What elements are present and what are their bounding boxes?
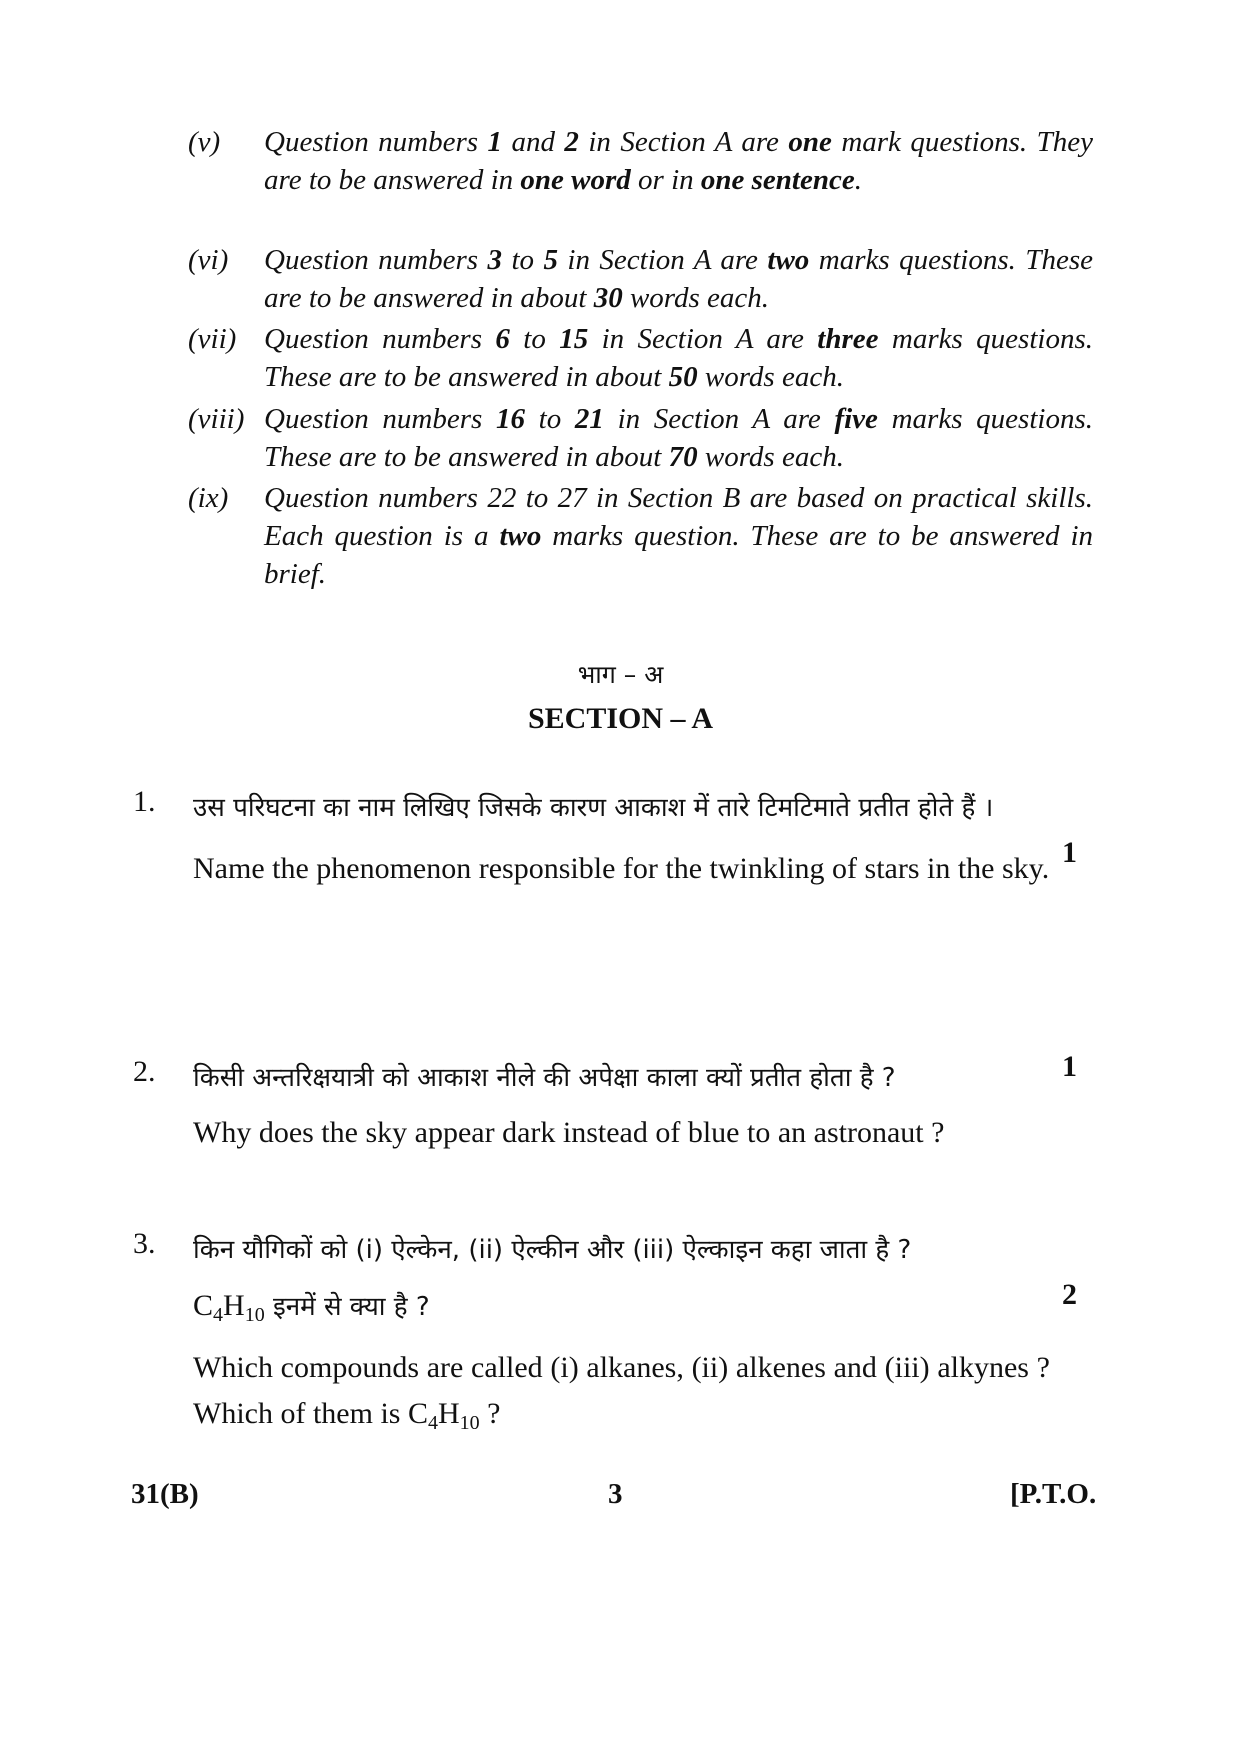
question-text-english: Name the phenomenon responsible for the twinkling of stars in the sky. bbox=[193, 852, 1050, 885]
pto-marker: [P.T.O. bbox=[1010, 1478, 1097, 1510]
question-text-english: Why does the sky appear dark instead of blue to an astronaut ? bbox=[193, 1116, 945, 1149]
instruction-number: (ix) bbox=[188, 482, 229, 514]
instruction-item bbox=[188, 320, 1093, 396]
question-number: 3. bbox=[133, 1227, 156, 1260]
instruction-text: Question numbers 6 to 15 in Section A are three marks questions. These are to be answered in about 50 words each. bbox=[264, 323, 1093, 393]
question-number: 1. bbox=[133, 785, 156, 818]
instruction-text: Question numbers 16 to 21 in Section A are five marks questions. These are to be answered in about 70 words each. bbox=[264, 403, 1093, 473]
instruction-number: (vi) bbox=[188, 244, 229, 276]
instruction-item bbox=[188, 241, 1093, 317]
question-text-hindi: उस परिघटना का नाम लिखिए जिसके कारण आकाश में तारे टिमटिमाते प्रतीत होते हैं । bbox=[193, 793, 994, 823]
question-3 bbox=[133, 1222, 1093, 1437]
instruction-item bbox=[188, 123, 1093, 199]
instruction-text: Question numbers 22 to 27 in Section B are based on practical skills. Each question is a two marks question. These are to be answered in brief. bbox=[264, 482, 1094, 590]
question-marks: 2 bbox=[1062, 1278, 1077, 1311]
chemical-formula: $C_4H_{10}$ bbox=[193, 1289, 265, 1326]
section-heading: SECTION – A bbox=[527, 702, 714, 735]
question-text-english: Which compounds are called (i) alkanes, (ii) alkenes and (iii) alkynes ? Which of them is $C_4H_{10}$ ? bbox=[193, 1351, 1050, 1434]
page-number: 3 bbox=[608, 1478, 623, 1510]
instruction-text: Question numbers 1 and 2 in Section A are one mark questions. They are to be answered in one word or in one sentence. bbox=[264, 126, 1093, 196]
instruction-item bbox=[188, 479, 1093, 593]
section-heading-hindi: भाग – अ bbox=[577, 660, 664, 689]
question-1 bbox=[133, 780, 1093, 892]
question-text-hindi: किसी अन्तरिक्षयात्री को आकाश नीले की अपेक्षा काला क्यों प्रतीत होता है ? bbox=[193, 1063, 896, 1093]
question-text-hindi-line1: किन यौगिकों को (i) ऐल्केन, (ii) ऐल्कीन और (iii) ऐल्काइन कहा जाता है ? bbox=[193, 1235, 912, 1265]
question-number: 2. bbox=[133, 1055, 156, 1088]
paper-code: 31(B) bbox=[131, 1478, 199, 1510]
question-marks: 1 bbox=[1062, 1050, 1077, 1083]
chemical-formula: $C_4H_{10}$ bbox=[407, 1397, 480, 1434]
instruction-number: (viii) bbox=[188, 403, 245, 435]
question-text-hindi bbox=[193, 1222, 1050, 1335]
question-2 bbox=[133, 1050, 1093, 1156]
instruction-number: (v) bbox=[188, 126, 221, 158]
question-text-hindi-line2: इनमें से क्या है ? bbox=[264, 1292, 430, 1322]
instruction-text: Question numbers 3 to 5 in Section A are two marks questions. These are to be answered in about 30 words each. bbox=[264, 244, 1093, 314]
instruction-item bbox=[188, 400, 1093, 476]
question-marks: 1 bbox=[1062, 836, 1077, 869]
instruction-number: (vii) bbox=[188, 323, 237, 355]
